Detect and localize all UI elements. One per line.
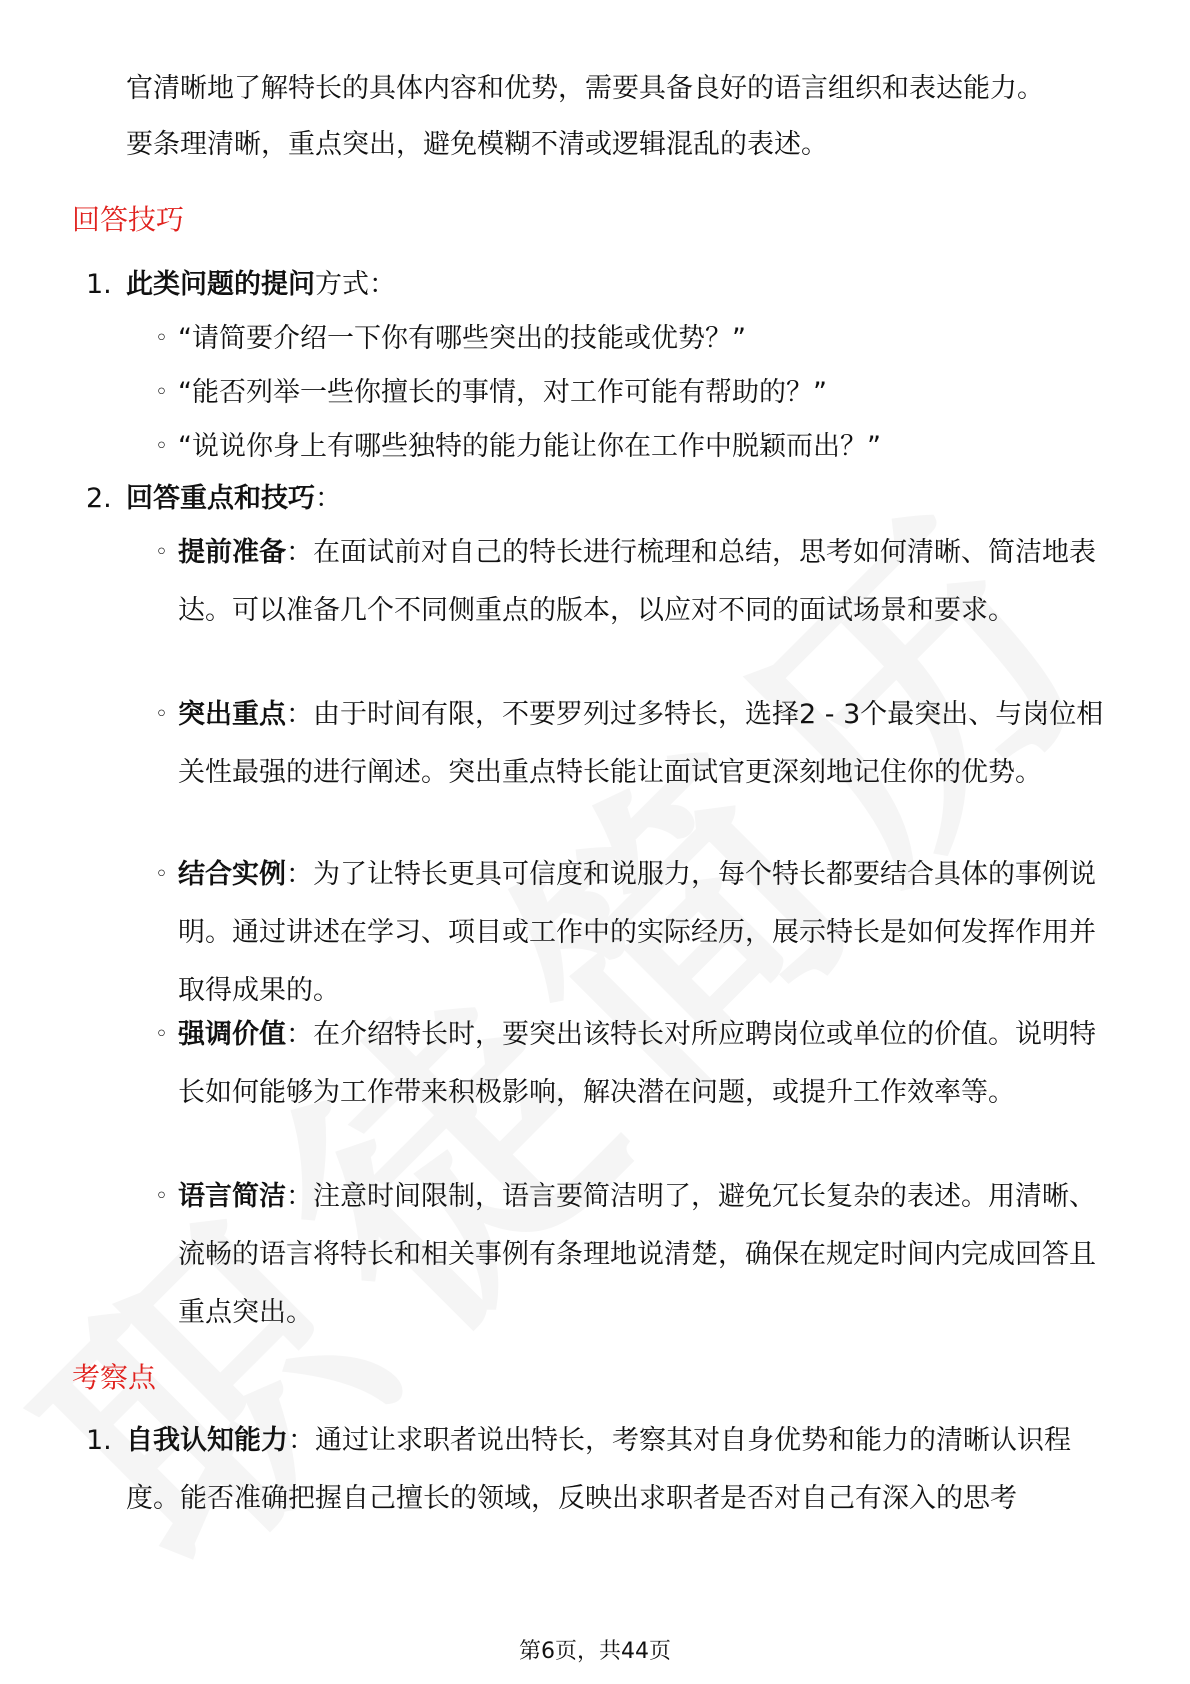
list-item-term: 回答重点和技巧 <box>126 483 315 514</box>
tip-text: ：在介绍特长时，要突出该特长对所应聘岗位或单位的价值。说明特长如何能够为工作带来积极影响，解决潜在问题，或提升工作效率等。 <box>178 1019 1096 1108</box>
tip-text: ：由于时间有限，不要罗列过多特长，选择2 - 3个最突出、与岗位相关性最强的进行阐述。突出重点特长能让面试官更深刻地记住你的优势。 <box>178 699 1104 788</box>
circle-bullet-icon: ◦ <box>155 326 168 351</box>
list-item-self-awareness <box>86 1412 1116 1514</box>
page-number-footer: 第6页，共44页 <box>519 1639 671 1664</box>
list-item-text: 方式： <box>315 269 396 300</box>
tip-text: ：为了让特长更具可信度和说服力，每个特长都要结合具体的事例说明。通过讲述在学习、项目或工作中的实际经历，展示特长是如何发挥作用并取得成果的。 <box>178 859 1096 1006</box>
section-heading-assessment: 考察点 <box>72 1361 157 1394</box>
tip-term: 结合实例 <box>178 859 286 890</box>
list-item-term: 自我认知能力 <box>126 1425 288 1456</box>
circle-bullet-icon: ◦ <box>155 380 168 405</box>
tip-text: ：在面试前对自己的特长进行梳理和总结，思考如何清晰、简洁地表达。可以准备几个不同侧重点的版本，以应对不同的面试场景和要求。 <box>178 537 1096 626</box>
circle-bullet-icon: ◦ <box>155 540 168 565</box>
tip-term: 突出重点 <box>178 699 286 730</box>
list-item-text: ：通过让求职者说出特长，考察其对自身优势和能力的清晰认识程度。能否准确把握自己擅长的领域，反映出求职者是否对自己有深入的思考 <box>126 1425 1071 1514</box>
circle-bullet-icon: ◦ <box>155 702 168 727</box>
list-item-question-style <box>86 256 1116 314</box>
circle-bullet-icon: ◦ <box>155 1022 168 1047</box>
question-text: “请简要介绍一下你有哪些突出的技能或优势？” <box>178 323 746 354</box>
tip-text: ：注意时间限制，语言要简洁明了，避免冗长复杂的表述。用清晰、流畅的语言将特长和相关事例有条理地说清楚，确保在规定时间内完成回答且重点突出。 <box>178 1181 1096 1328</box>
tip-term: 语言简洁 <box>178 1181 286 1212</box>
list-number: 1. <box>86 269 112 300</box>
tip-term: 提前准备 <box>178 537 286 568</box>
circle-bullet-icon: ◦ <box>155 434 168 459</box>
tip-term: 强调价值 <box>178 1019 286 1050</box>
circle-bullet-icon: ◦ <box>155 1184 168 1209</box>
intro-line-2: 要条理清晰，重点突出，避免模糊不清或逻辑混乱的表述。 <box>126 129 828 160</box>
question-text: “能否列举一些你擅长的事情，对工作可能有帮助的？” <box>178 377 827 408</box>
list-number: 1. <box>86 1425 112 1456</box>
list-item-text: ： <box>315 483 342 514</box>
question-text: “说说你身上有哪些独特的能力能让你在工作中脱颖而出？” <box>178 431 881 462</box>
circle-bullet-icon: ◦ <box>155 862 168 887</box>
section-heading-tips: 回答技巧 <box>72 203 185 236</box>
list-number: 2. <box>86 483 112 514</box>
intro-line-1: 官清晰地了解特长的具体内容和优势，需要具备良好的语言组织和表达能力。 <box>126 73 1044 104</box>
list-item-term: 此类问题的提问 <box>126 269 315 300</box>
list-item-answer-tips <box>86 470 1116 528</box>
